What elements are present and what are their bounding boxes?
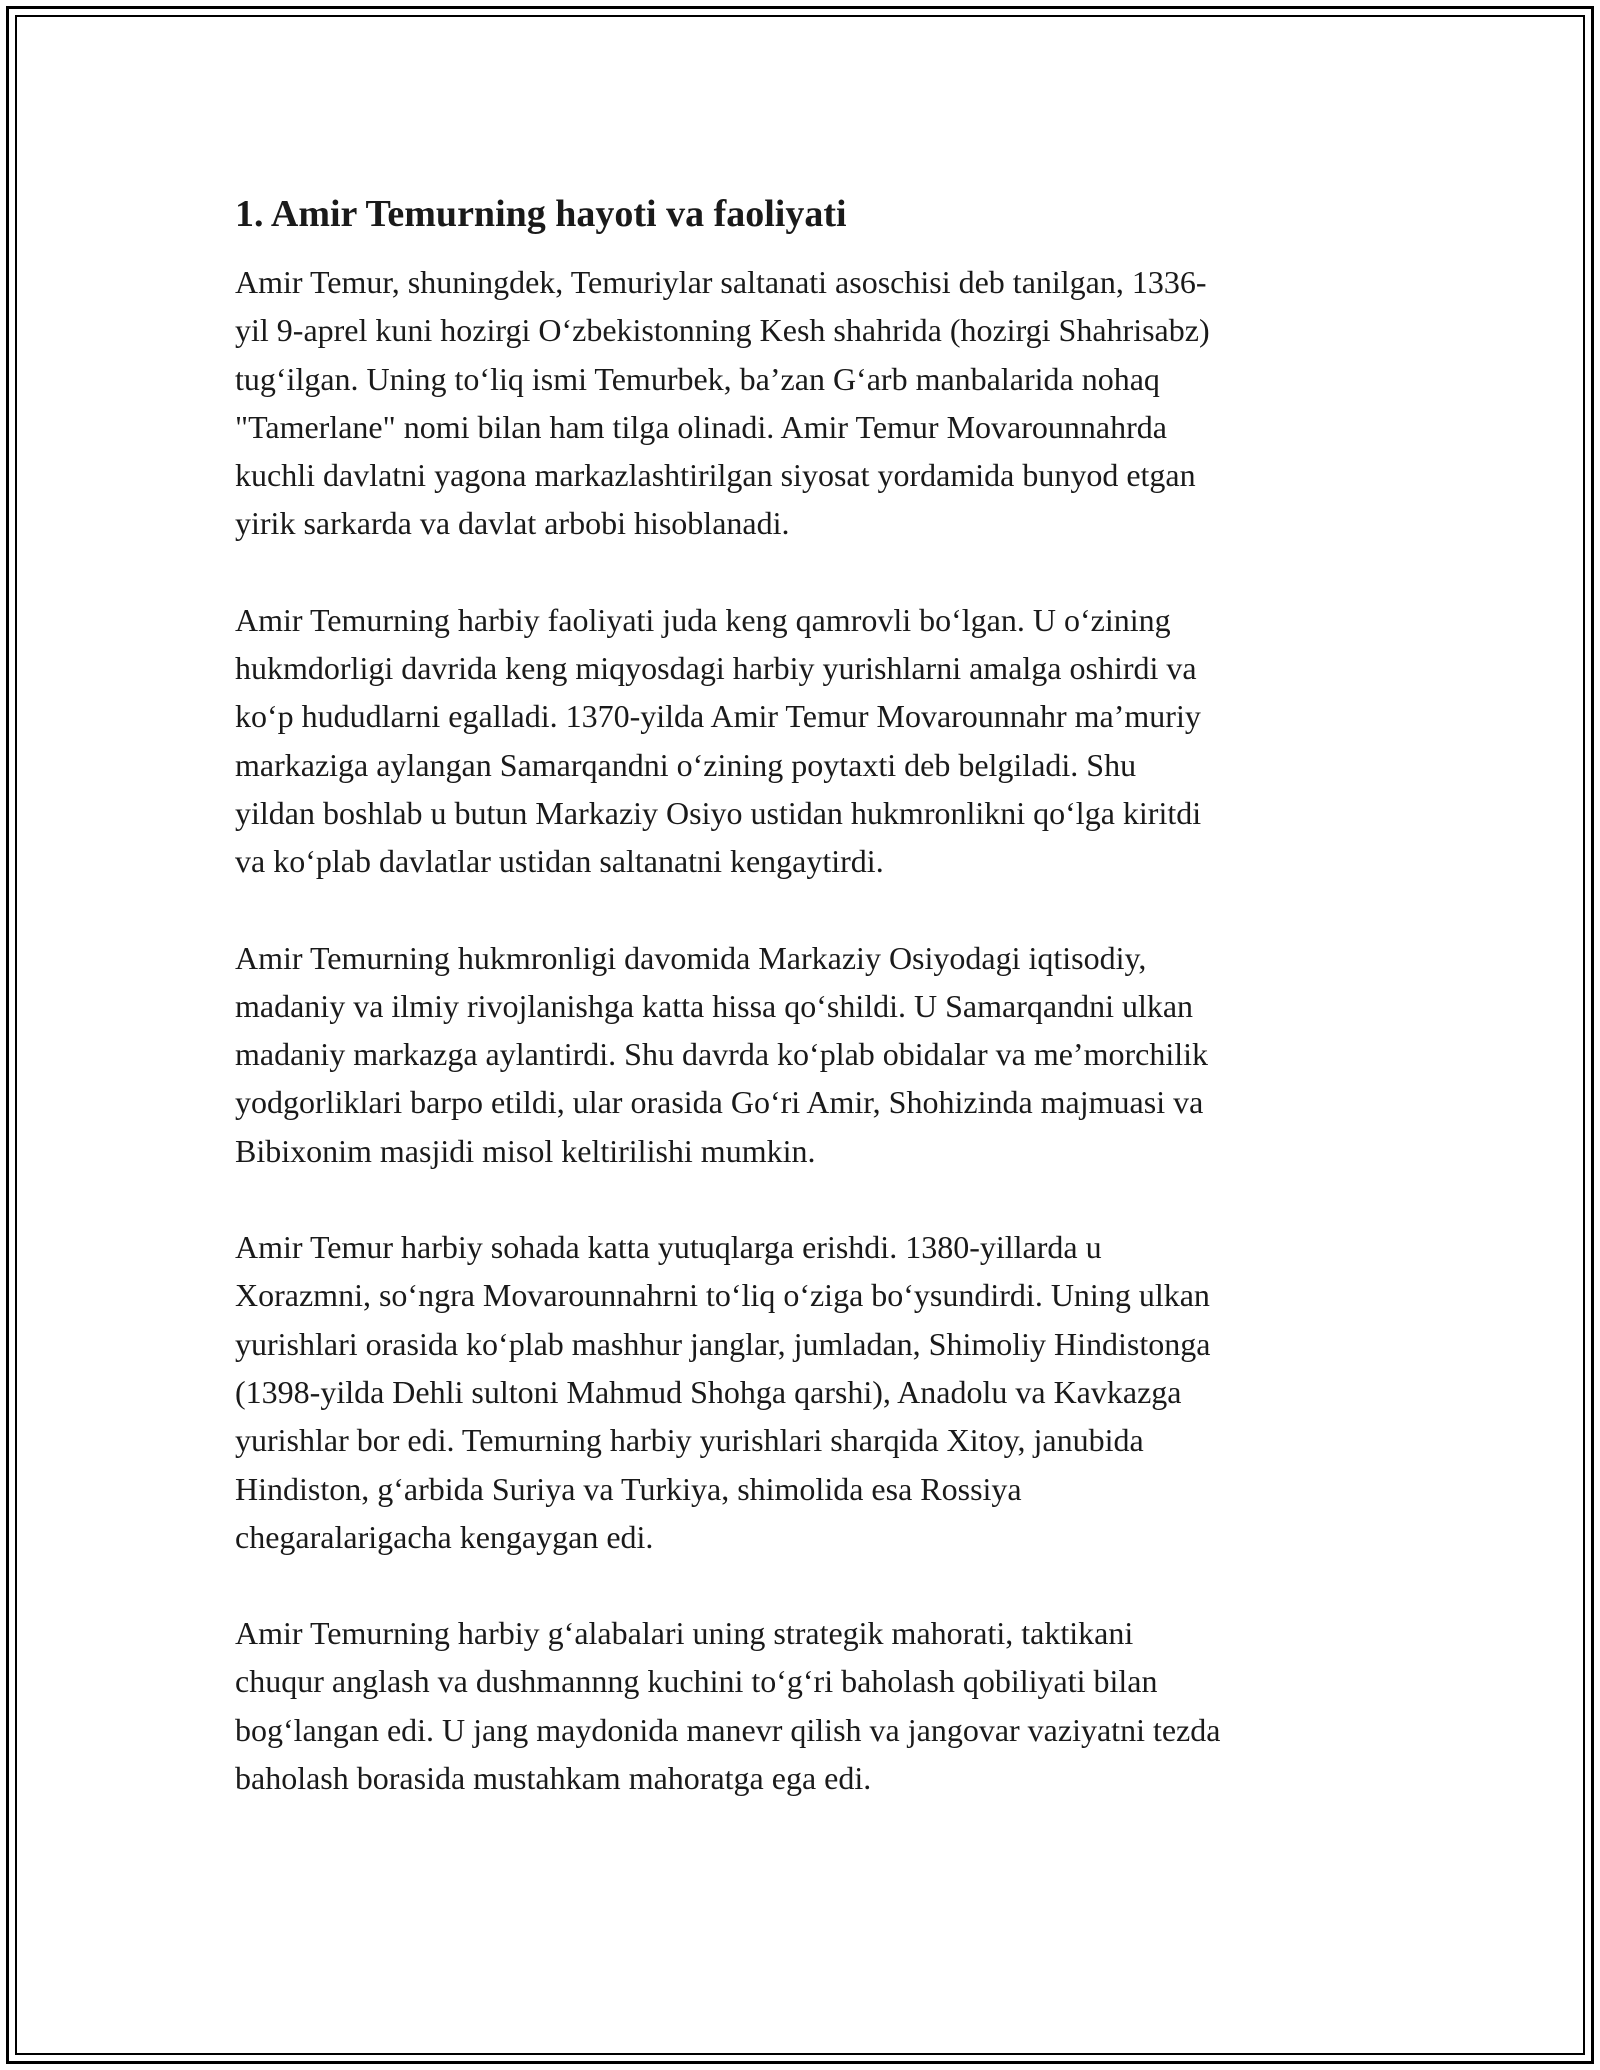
paragraph-3 (235, 934, 1375, 1175)
paragraph-line: baholash borasida mustahkam mahoratga ega edi. (235, 1760, 872, 1797)
paragraph-list (235, 258, 1375, 1802)
paragraph-line: yildan boshlab u butun Markaziy Osiyo ustidan hukmronlikni qo‘lga kiritdi (235, 794, 1202, 831)
paragraph-line: kuchli davlatni yagona markazlashtirilgan siyosat yordamida bunyod etgan (235, 457, 1196, 494)
paragraph-line: chuqur anglash va dushmannng kuchini to‘g‘ri baholash qobiliyati bilan (235, 1663, 1158, 1700)
paragraph-line: markaziga aylangan Samarqandni o‘zining poytaxti deb belgiladi. Shu (235, 746, 1137, 783)
paragraph-line: hukmdorligi davrida keng miqyosdagi harbiy yurishlarni amalga oshirdi va (235, 650, 1197, 687)
paragraph-line: yurishlar bor edi. Temurning harbiy yurishlari sharqida Xitoy, janubida (235, 1422, 1144, 1459)
paragraph-line: Amir Temur, shuningdek, Temuriylar saltanati asoschisi deb tanilgan, 1336- (235, 264, 1207, 300)
paragraph-line: yirik sarkarda va davlat arbobi hisoblanadi. (235, 505, 790, 542)
document-body (235, 190, 1375, 1850)
paragraph-line: tug‘ilgan. Uning to‘liq ismi Temurbek, ba’zan G‘arb manbalarida nohaq (235, 360, 1160, 397)
paragraph-line: ko‘p hududlarni egalladi. 1370-yilda Amir Temur Movarounnahr ma’muriy (235, 698, 1201, 735)
paragraph-line: Hindiston, g‘arbida Suriya va Turkiya, shimolida esa Rossiya (235, 1470, 1022, 1507)
paragraph-5 (235, 1609, 1375, 1802)
paragraph-line: yil 9-aprel kuni hozirgi O‘zbekistonning Kesh shahrida (hozirgi Shahrisabz) (235, 312, 1210, 349)
paragraph-line: madaniy markazga aylantirdi. Shu davrda ko‘plab obidalar va me’morchilik (235, 1036, 1208, 1073)
paragraph-line: chegaralarigacha kengaygan edi. (235, 1518, 654, 1555)
paragraph-line: "Tamerlane" nomi bilan ham tilga olinadi. Amir Temur Movarounnahrda (235, 408, 1167, 445)
paragraph-line: yodgorliklari barpo etildi, ular orasida Go‘ri Amir, Shohizinda majmuasi va (235, 1084, 1204, 1121)
paragraph-4 (235, 1223, 1375, 1561)
paragraph-1 (235, 258, 1375, 548)
paragraph-line: Amir Temur harbiy sohada katta yutuqlarga erishdi. 1380-yillarda u (235, 1229, 1102, 1266)
paragraph-line: madaniy va ilmiy rivojlanishga katta hissa qo‘shildi. U Samarqandni ulkan (235, 987, 1194, 1024)
section-heading: 1. Amir Temurning hayoti va faoliyati (235, 193, 847, 235)
paragraph-line: Xorazmni, so‘ngra Movarounnahrni to‘liq o‘ziga bo‘ysundirdi. Uning ulkan (235, 1277, 1210, 1314)
paragraph-line: va ko‘plab davlatlar ustidan saltanatni kengaytirdi. (235, 843, 884, 880)
paragraph-line: Amir Temurning hukmronligi davomida Markaziy Osiyodagi iqtisodiy, (235, 939, 1147, 976)
paragraph-2 (235, 596, 1375, 886)
paragraph-line: bog‘langan edi. U jang maydonida manevr qilish va jangovar vaziyatni tezda (235, 1711, 1221, 1748)
paragraph-line: Amir Temurning harbiy g‘alabalari uning strategik mahorati, taktikani (235, 1615, 1134, 1652)
paragraph-line: (1398-yilda Dehli sultoni Mahmud Shohga qarshi), Anadolu va Kavkazga (235, 1373, 1182, 1410)
paragraph-line: Amir Temurning harbiy faoliyati juda keng qamrovli bo‘lgan. U o‘zining (235, 601, 1171, 638)
paragraph-line: Bibixonim masjidi misol keltirilishi mumkin. (235, 1132, 816, 1169)
paragraph-line: yurishlari orasida ko‘plab mashhur janglar, jumladan, Shimoliy Hindistonga (235, 1325, 1211, 1362)
